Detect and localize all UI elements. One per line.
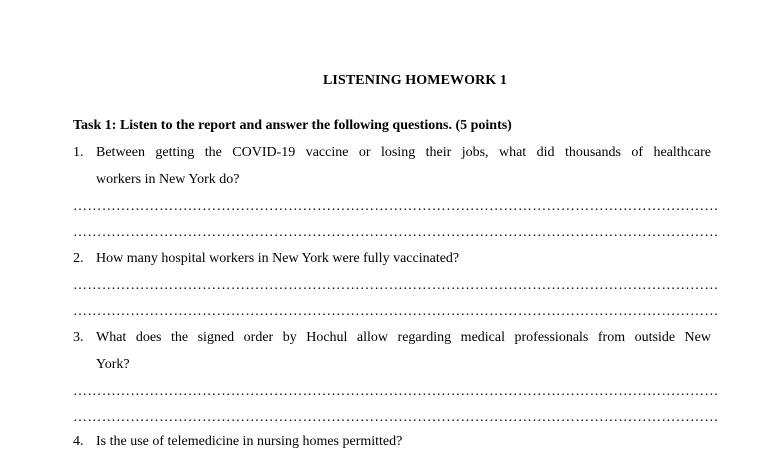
answer-line: ………………………………………………………………………………………………………………………	[73, 199, 719, 214]
question-text: Between getting the COVID-19 vaccine or losing their jobs, what did thousands of healthcare	[96, 145, 711, 160]
question-text: How many hospital workers in New York were fully vaccinated?	[96, 251, 460, 266]
question-text: workers in New York do?	[96, 172, 240, 187]
question-number: 3.	[73, 330, 84, 345]
answer-line: ………………………………………………………………………………………………………………………	[73, 304, 719, 319]
question-text: York?	[96, 357, 130, 372]
task-heading: Task 1: Listen to the report and answer the following questions. (5 points)	[73, 118, 512, 133]
question-number: 2.	[73, 251, 84, 266]
answer-line: ………………………………………………………………………………………………………………………	[73, 384, 719, 399]
question-text: What does the signed order by Hochul allow regarding medical professionals from outside New	[96, 330, 711, 345]
answer-line: ………………………………………………………………………………………………………………………	[73, 225, 719, 240]
answer-line: ………………………………………………………………………………………………………………………	[73, 278, 719, 293]
document-title: LISTENING HOMEWORK 1	[322, 73, 508, 88]
question-number: 1.	[73, 145, 84, 160]
question-number: 4.	[73, 434, 84, 449]
answer-line: ………………………………………………………………………………………………………………………	[73, 410, 719, 425]
question-text: Is the use of telemedicine in nursing homes permitted?	[96, 434, 403, 449]
